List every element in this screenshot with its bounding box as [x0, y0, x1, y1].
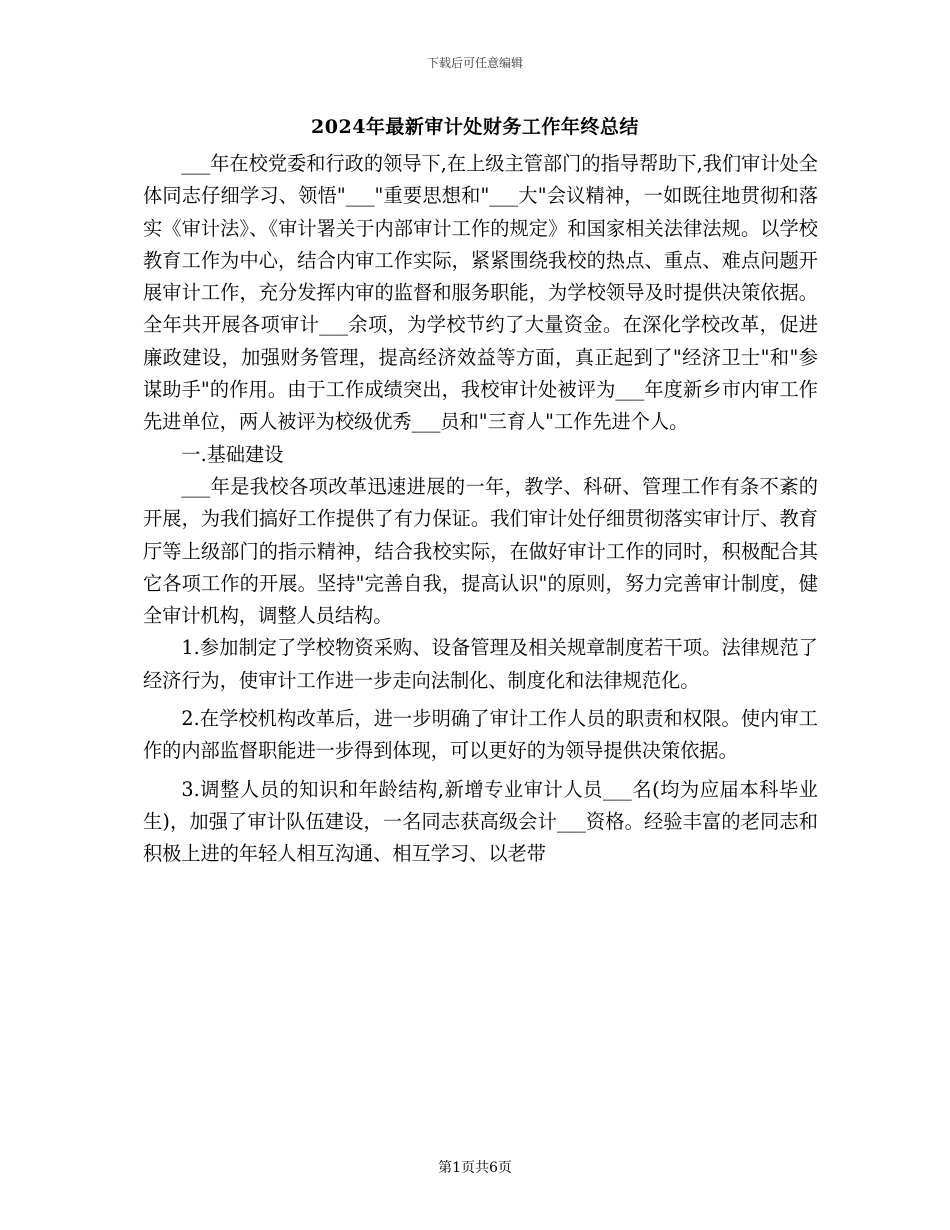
section-heading-basic-construction: 一.基础建设: [181, 442, 284, 466]
list-item-2: 2.在学校机构改革后，进一步明确了审计工作人员的职责和权限。使内审工作的内部监督职能进一步得到体现，可以更好的为领导提供决策依据。: [143, 707, 818, 763]
list-item-3: 3.调整人员的知识和年龄结构,新增专业审计人员___名(均为应届本科毕业生)，加强了审计队伍建设，一名同志获高级会计___资格。经验丰富的老同志和积极上进的年轻人相互沟通、相互学习、以老带: [143, 777, 818, 866]
paragraph-intro: ___年在校党委和行政的领导下,在上级主管部门的指导帮助下,我们审计处全体同志仔细学习、领悟"___"重要思想和"___大"会议精神，一如既往地贯彻和落实《审计法》、《审计署关于内部审计工作的规定》和国家相关法律法规。以学校教育工作为中心，结合内审工作实际，紧紧围绕我校的热点、重点、难点问题开展审计工作，充分发挥内审的监督和服务职能，为学校领导及时提供决策依据。全年共开展各项审计___余项，为学校节约了大量资金。在深化学校改革，促进廉政建设，加强财务管理，提高经济效益等方面，真正起到了"经济卫士"和"参谋助手"的作用。由于工作成绩突出，我校审计处被评为___年度新乡市内审工作先进单位，两人被评为校级优秀___员和"三育人"工作先进个人。: [143, 152, 818, 434]
list-item-1: 1.参加制定了学校物资采购、设备管理及相关规章制度若干项。法律规范了经济行为，使审计工作进一步走向法制化、制度化和法律规范化。: [143, 636, 818, 692]
header-note: 下载后可任意编辑: [426, 56, 523, 70]
page-footer: 第1页共6页: [438, 1160, 512, 1176]
paragraph-basic-construction: ___年是我校各项改革迅速进展的一年，教学、科研、管理工作有条不紊的开展，为我们搞好工作提供了有力保证。我们审计处仔细贯彻落实审计厅、教育厅等上级部门的指示精神，结合我校实际，在做好审计工作的同时，积极配合其它各项工作的开展。坚持"完善自我，提高认识"的原则，努力完善审计制度，健全审计机构，调整人员结构。: [143, 474, 818, 628]
document-body: [143, 148, 818, 871]
document-title: 2024年最新审计处财务工作年终总结: [311, 116, 639, 138]
